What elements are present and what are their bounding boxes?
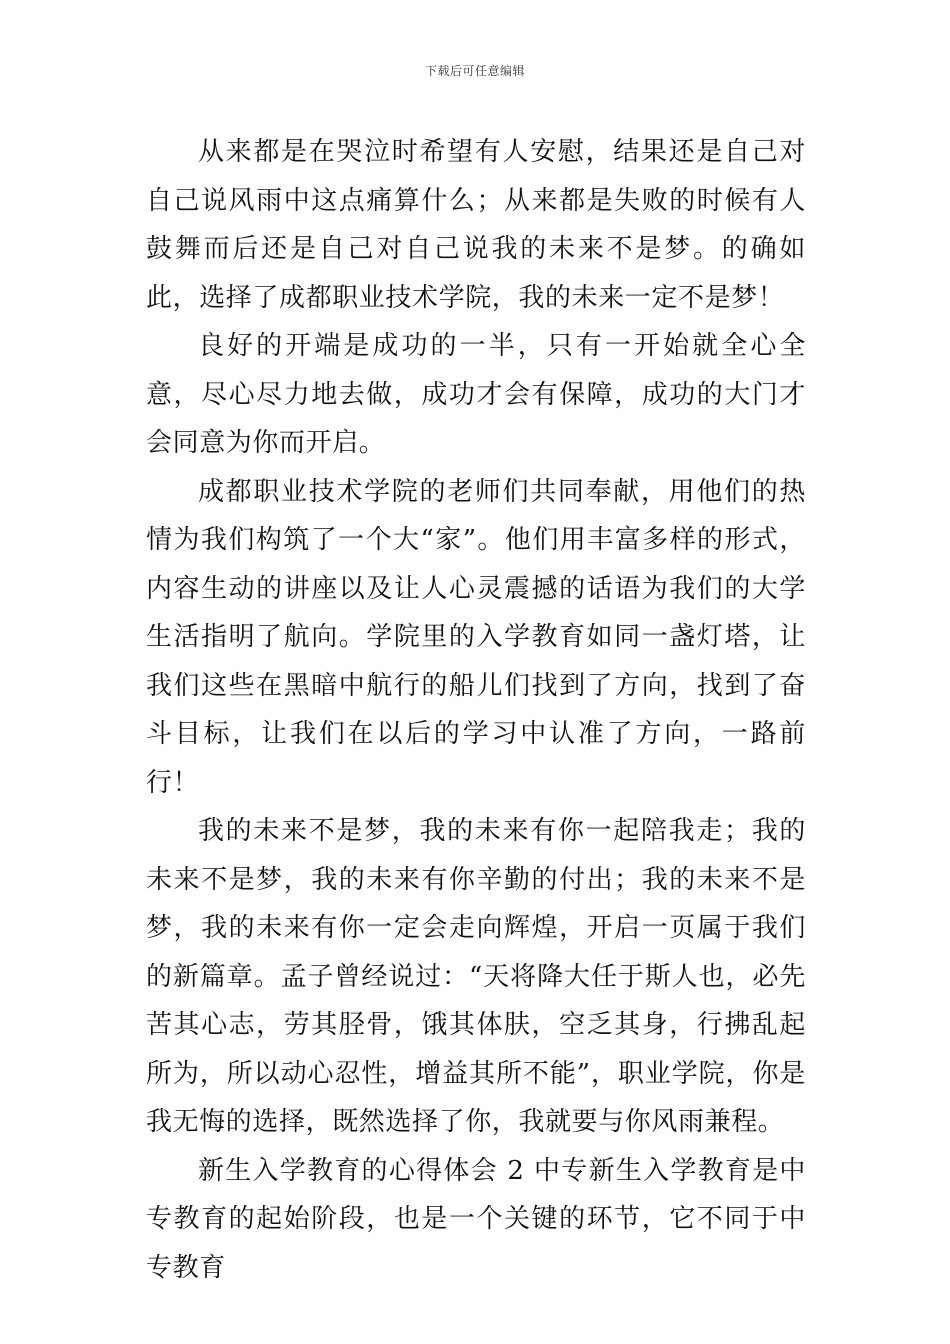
paragraph-5: 新生入学教育的心得体会 2 中专新生入学教育是中专教育的起始阶段，也是一个关键的环节，它不同于中专教育 xyxy=(146,1155,806,1283)
document-body xyxy=(146,128,806,1292)
paragraph-1: 从来都是在哭泣时希望有人安慰，结果还是自己对自己说风雨中这点痛算什么；从来都是失败的时候有人鼓舞而后还是自己对自己说我的未来不是梦。的确如此，选择了成都职业技术学院，我的未来一定不是梦！ xyxy=(146,137,806,313)
paragraph-2: 良好的开端是成功的一半，只有一开始就全心全意，尽心尽力地去做，成功才会有保障，成功的大门才会同意为你而开启。 xyxy=(146,331,806,458)
paragraph-3: 成都职业技术学院的老师们共同奉献，用他们的热情为我们构筑了一个大“家”。他们用丰富多样的形式，内容生动的讲座以及让人心灵震撼的话语为我们的大学生活指明了航向。学院里的入学教育如同一盏灯塔，让我们这些在黑暗中航行的船儿们找到了方向，找到了奋斗目标，让我们在以后的学习中认准了方向，一路前行！ xyxy=(146,476,806,798)
header-note: 下载后可任意编辑 xyxy=(424,64,525,78)
paragraph-4: 我的未来不是梦，我的未来有你一起陪我走；我的未来不是梦，我的未来有你辛勤的付出；我的未来不是梦，我的未来有你一定会走向辉煌，开启一页属于我们的新篇章。孟子曾经说过：“天将降大任于斯人也，必先苦其心志，劳其胫骨，饿其体肤，空乏其身，行拂乱起所为，所以动心忍性，增益其所不能”，职业学院，你是我无悔的选择，既然选择了你，我就要与你风雨兼程。 xyxy=(146,816,806,1137)
